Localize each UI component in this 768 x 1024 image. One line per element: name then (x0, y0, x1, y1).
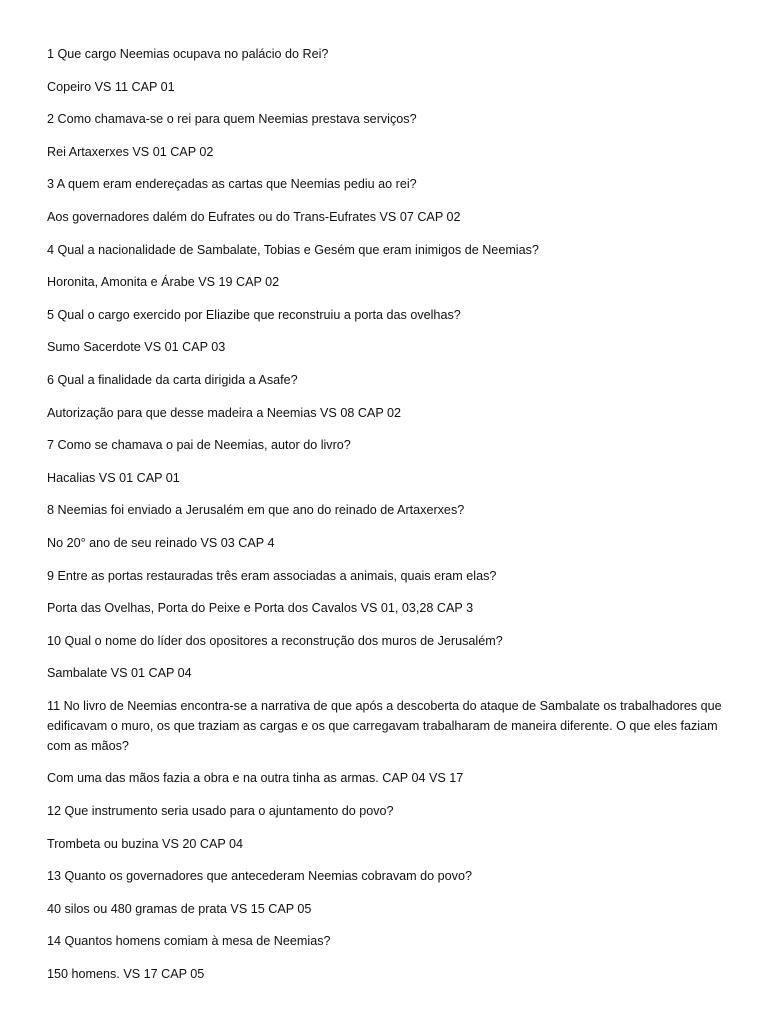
question-2: 2 Como chamava-se o rei para quem Neemias prestava serviços? (47, 112, 417, 127)
question-4: 4 Qual a nacionalidade de Sambalate, Tobias e Gesém que eram inimigos de Neemias? (47, 242, 539, 257)
answer-10: Sambalate VS 01 CAP 04 (47, 666, 192, 681)
answer-3: Aos governadores dalém do Eufrates ou do Trans-Eufrates VS 07 CAP 02 (47, 209, 461, 224)
answer-2: Rei Artaxerxes VS 01 CAP 02 (47, 144, 214, 159)
question-6: 6 Qual a finalidade da carta dirigida a Asafe? (47, 372, 298, 387)
answer-6: Autorização para que desse madeira a Neemias VS 08 CAP 02 (47, 405, 401, 420)
question-3: 3 A quem eram endereçadas as cartas que Neemias pediu ao rei? (47, 177, 417, 192)
question-5: 5 Qual o cargo exercido por Eliazibe que reconstruiu a porta das ovelhas? (47, 307, 461, 322)
answer-1: Copeiro VS 11 CAP 01 (47, 79, 175, 94)
question-12: 12 Que instrumento seria usado para o ajuntamento do povo? (47, 804, 394, 819)
answer-9: Porta das Ovelhas, Porta do Peixe e Porta dos Cavalos VS 01, 03,28 CAP 3 (47, 601, 474, 616)
answer-11: Com uma das mãos fazia a obra e na outra tinha as armas. CAP 04 VS 17 (47, 771, 464, 786)
question-13: 13 Quanto os governadores que antecederam Neemias cobravam do povo? (47, 869, 472, 884)
question-14: 14 Quantos homens comiam à mesa de Neemias? (47, 934, 331, 949)
answer-12: Trombeta ou buzina VS 20 CAP 04 (47, 836, 244, 851)
question-7: 7 Como se chamava o pai de Neemias, autor do livro? (47, 438, 351, 453)
question-10: 10 Qual o nome do líder dos opositores a reconstrução dos muros de Jerusalém? (47, 633, 503, 648)
question-8: 8 Neemias foi enviado a Jerusalém em que ano do reinado de Artaxerxes? (47, 503, 465, 518)
answer-13: 40 silos ou 480 gramas de prata VS 15 CAP 05 (47, 901, 312, 916)
question-1: 1 Que cargo Neemias ocupava no palácio do Rei? (47, 47, 329, 61)
answer-8: No 20° ano de seu reinado VS 03 CAP 4 (47, 535, 275, 550)
answer-5: Sumo Sacerdote VS 01 CAP 03 (47, 340, 226, 355)
answer-7: Hacalias VS 01 CAP 01 (47, 470, 180, 485)
answer-14: 150 homens. VS 17 CAP 05 (47, 967, 205, 982)
question-11: 11 No livro de Neemias encontra-se a narrativa de que após a descoberta do ataque de Sambalate os trabalhadores que edificavam o muro, os que traziam as cargas e os que carregavam trabalharam de maneira diferente. O que eles faziam com as mãos? (47, 698, 722, 753)
question-9: 9 Entre as portas restauradas três eram associadas a animais, quais eram elas? (47, 568, 497, 583)
answer-4: Horonita, Amonita e Árabe VS 19 CAP 02 (47, 275, 280, 290)
